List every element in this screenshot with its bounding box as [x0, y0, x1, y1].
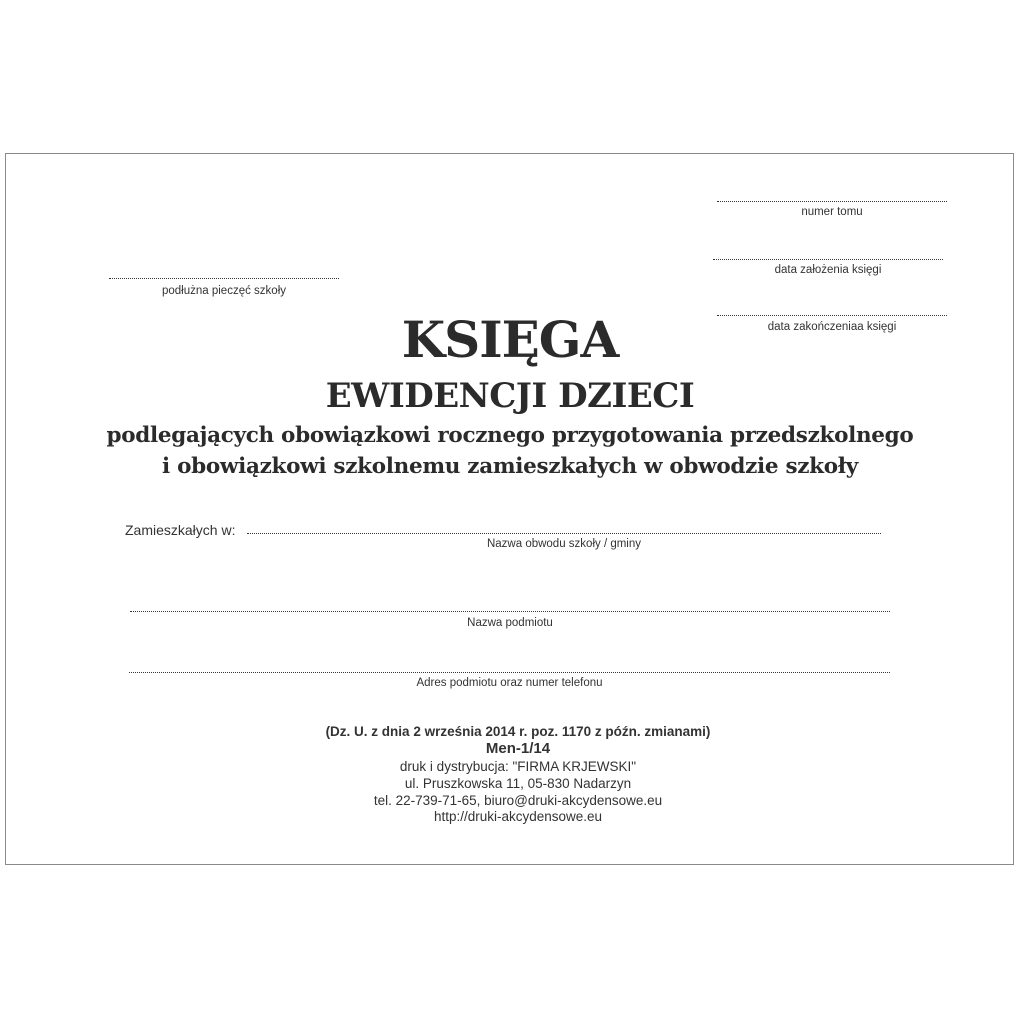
residing-label: Zamieszkałych w: [125, 522, 236, 538]
subtitle-line-2: i obowiązkowi szkolnemu zamieszkałych w obwodzie szkoły [162, 454, 858, 479]
subtitle-line-1: podlegających obowiązkowi rocznego przygotowania przedszkolnego [106, 423, 914, 448]
printer-address: ul. Pruszkowska 11, 05-830 Nadarzyn [404, 776, 632, 791]
school-stamp-caption: podłużna pieczęć szkoły [161, 285, 286, 297]
end-date-caption: data zakończeniaa księgi [767, 321, 897, 333]
form-code: Men-1/14 [485, 740, 551, 757]
printer-contact: tel. 22-739-71-65, biuro@druki-akcydensowe.eu [373, 793, 663, 808]
district-line[interactable] [247, 533, 881, 534]
legal-reference: (Dz. U. z dnia 2 września 2014 r. poz. 1170 z późn. zmianami) [325, 724, 711, 739]
title-second: EWIDENCJI DZIECI [325, 376, 695, 416]
entity-caption: Nazwa podmiotu [467, 617, 553, 629]
volume-number-caption: numer tomu [801, 206, 863, 218]
start-date-line[interactable] [713, 259, 943, 260]
district-caption: Nazwa obwodu szkoły / gminy [486, 538, 642, 550]
school-stamp-line[interactable] [109, 278, 339, 279]
printer-info: druk i dystrybucja: "FIRMA KRJEWSKI" [399, 759, 637, 774]
title-main: KSIĘGA [401, 310, 619, 369]
volume-number-line[interactable] [717, 201, 947, 202]
start-date-caption: data założenia księgi [774, 264, 882, 276]
address-line[interactable] [129, 672, 890, 673]
printer-url[interactable]: http://druki-akcydensowe.eu [433, 809, 603, 824]
entity-line[interactable] [130, 611, 890, 612]
address-caption: Adres podmiotu oraz numer telefonu [416, 677, 603, 689]
